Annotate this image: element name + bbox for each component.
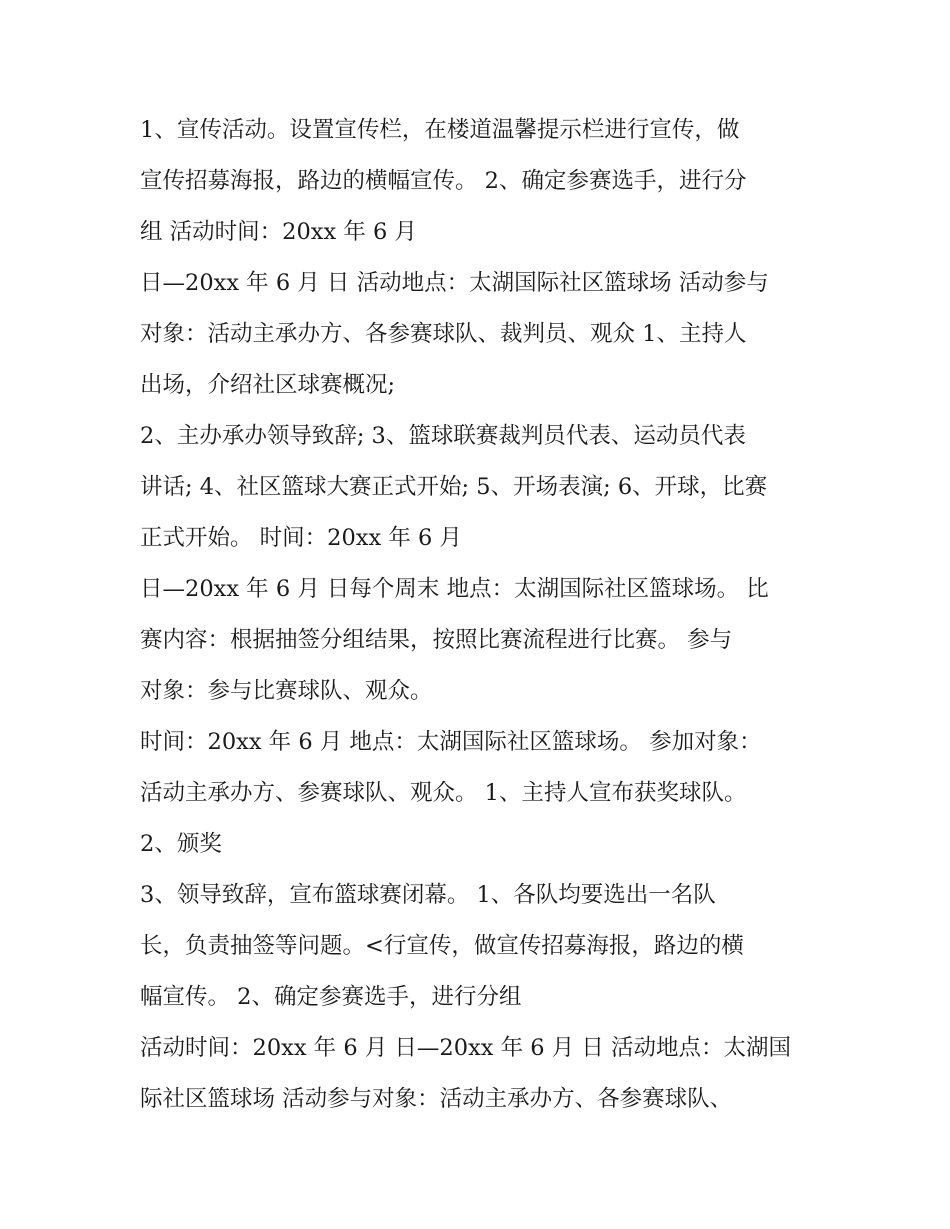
text-line: 对象：活动主承办方、各参赛球队、裁判员、观众 1、主持人: [140, 321, 747, 347]
text-line: 出场，介绍社区球赛概况;: [140, 372, 396, 398]
text-line: 正式开始。 时间：20xx 年 6 月: [140, 525, 462, 551]
text-line: 日—20xx 年 6 月 日每个周末 地点：太湖国际社区篮球场。 比: [140, 576, 769, 602]
text-line: 长，负责抽签等问题。<行宣传，做宣传招募海报，路边的横: [140, 933, 744, 959]
text-line: 活动时间：20xx 年 6 月 日—20xx 年 6 月 日 活动地点：太湖国: [140, 1035, 792, 1061]
text-line: 2、颁奖: [140, 831, 222, 857]
text-line: 活动主承办方、参赛球队、观众。 1、主持人宣布获奖球队。: [140, 780, 747, 806]
text-line: 组 活动时间：20xx 年 6 月: [140, 219, 417, 245]
text-line: 宣传招募海报，路边的横幅宣传。 2、确定参赛选手，进行分: [140, 168, 747, 194]
text-line: 讲话; 4、社区篮球大赛正式开始; 5、开场表演; 6、开球，比赛: [140, 474, 768, 500]
text-line: 时间：20xx 年 6 月 地点：太湖国际社区篮球场。 参加对象：: [140, 729, 762, 755]
text-line: 3、领导致辞，宣布篮球赛闭幕。 1、各队均要选出一名队: [140, 882, 716, 908]
text-line: 对象：参与比赛球队、观众。: [140, 678, 433, 704]
document-body: [140, 105, 820, 1125]
text-line: 际社区篮球场 活动参与对象：活动主承办方、各参赛球队、: [140, 1086, 733, 1112]
text-line: 1、宣传活动。设置宣传栏，在楼道温馨提示栏进行宣传，做: [140, 117, 740, 143]
text-line: 2、主办承办领导致辞; 3、篮球联赛裁判员代表、运动员代表: [140, 423, 746, 449]
text-line: 赛内容：根据抽签分组结果，按照比赛流程进行比赛。 参与: [140, 627, 733, 653]
text-line: 幅宣传。 2、确定参赛选手，进行分组: [140, 984, 522, 1010]
text-line: 日—20xx 年 6 月 日 活动地点：太湖国际社区篮球场 活动参与: [140, 270, 769, 296]
